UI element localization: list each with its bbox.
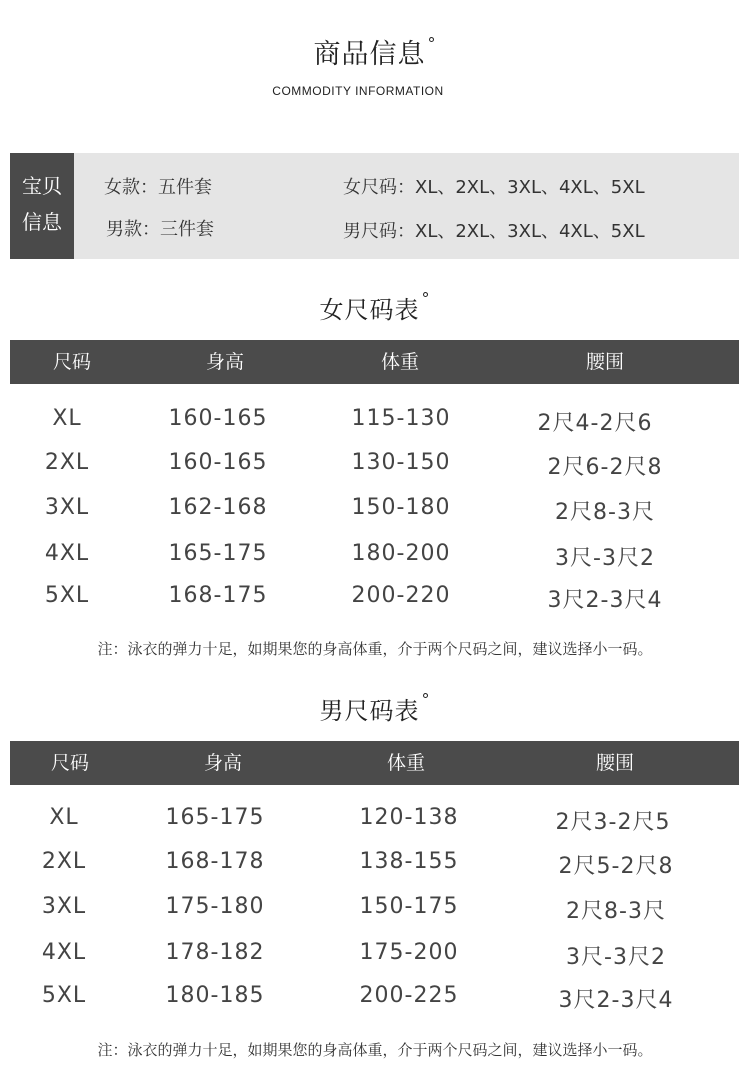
table-row bbox=[0, 406, 750, 436]
men-table-title bbox=[0, 690, 750, 726]
header-waist: 腰围 bbox=[595, 752, 634, 774]
cell-waist: 2尺6-2尺8 bbox=[547, 455, 663, 480]
cell-height: 168-178 bbox=[165, 849, 265, 874]
cell-weight: 115-130 bbox=[351, 406, 451, 431]
cell-weight: 180-200 bbox=[351, 541, 451, 566]
women-table-header bbox=[10, 340, 739, 384]
table-row bbox=[0, 495, 750, 525]
cell-size: 4XL bbox=[44, 541, 90, 566]
cell-size: 5XL bbox=[41, 983, 87, 1008]
table-row bbox=[0, 583, 750, 613]
header-height: 身高 bbox=[205, 351, 244, 373]
men-sizes-text: 男尺码：XL、2XL、3XL、4XL、5XL bbox=[343, 221, 645, 242]
cell-height: 180-185 bbox=[165, 983, 265, 1008]
table-row bbox=[0, 983, 750, 1013]
women-set-text: 女款：五件套 bbox=[104, 177, 212, 198]
cell-weight: 130-150 bbox=[351, 450, 451, 475]
cell-height: 165-175 bbox=[165, 805, 265, 830]
men-table-title-text: 男尺码表 bbox=[319, 697, 420, 725]
cell-waist: 3尺2-3尺4 bbox=[547, 588, 663, 613]
cell-height: 162-168 bbox=[168, 495, 268, 520]
header-height: 身高 bbox=[203, 752, 242, 774]
cell-waist: 2尺3-2尺5 bbox=[555, 810, 671, 835]
cell-weight: 138-155 bbox=[359, 849, 459, 874]
table-row bbox=[0, 940, 750, 970]
cell-waist: 2尺8-3尺 bbox=[566, 899, 666, 924]
women-table-title bbox=[0, 289, 750, 325]
cell-waist: 2尺5-2尺8 bbox=[558, 854, 674, 879]
men-set-text: 男款：三件套 bbox=[106, 219, 214, 240]
cell-size: 5XL bbox=[44, 583, 90, 608]
header-waist: 腰围 bbox=[585, 351, 624, 373]
degree-mark-icon: ° bbox=[427, 34, 437, 53]
cell-height: 160-165 bbox=[168, 406, 268, 431]
degree-mark-icon: ° bbox=[421, 690, 431, 709]
cell-height: 175-180 bbox=[165, 894, 265, 919]
cell-waist: 2尺8-3尺 bbox=[555, 500, 655, 525]
cell-height: 178-182 bbox=[165, 940, 265, 965]
table-row bbox=[0, 450, 750, 480]
header-weight: 体重 bbox=[386, 752, 425, 774]
product-info-label-line1: 宝贝 bbox=[22, 174, 62, 198]
cell-size: XL bbox=[49, 805, 79, 830]
women-table-title-text: 女尺码表 bbox=[319, 296, 420, 324]
men-table-header bbox=[10, 741, 739, 785]
cell-size: 3XL bbox=[44, 495, 90, 520]
cell-size: 2XL bbox=[41, 849, 87, 874]
cell-weight: 175-200 bbox=[359, 940, 459, 965]
page-title bbox=[0, 32, 750, 71]
table-row bbox=[0, 849, 750, 879]
product-info-panel bbox=[10, 153, 739, 259]
women-sizes-text: 女尺码：XL、2XL、3XL、4XL、5XL bbox=[343, 177, 645, 198]
page-subtitle: COMMODITY INFORMATION bbox=[272, 84, 444, 98]
product-info-label-line2: 信息 bbox=[22, 210, 62, 234]
cell-waist: 3尺-3尺2 bbox=[555, 546, 655, 571]
header-size: 尺码 bbox=[50, 752, 89, 774]
table-row bbox=[0, 541, 750, 571]
cell-height: 160-165 bbox=[168, 450, 268, 475]
cell-size: 4XL bbox=[41, 940, 87, 965]
table-row bbox=[0, 805, 750, 835]
cell-height: 168-175 bbox=[168, 583, 268, 608]
women-table-note: 注：泳衣的弹力十足，如期果您的身高体重，介于两个尺码之间，建议选择小一码。 bbox=[97, 640, 653, 658]
page-title-text: 商品信息 bbox=[313, 39, 426, 70]
cell-size: 3XL bbox=[41, 894, 87, 919]
cell-waist: 3尺-3尺2 bbox=[566, 945, 666, 970]
header-size: 尺码 bbox=[52, 351, 91, 373]
degree-mark-icon: ° bbox=[421, 289, 431, 308]
cell-height: 165-175 bbox=[168, 541, 268, 566]
men-table-note: 注：泳衣的弹力十足，如期果您的身高体重，介于两个尺码之间，建议选择小一码。 bbox=[97, 1041, 653, 1059]
cell-weight: 120-138 bbox=[359, 805, 459, 830]
header-weight: 体重 bbox=[380, 351, 419, 373]
table-row bbox=[0, 894, 750, 924]
cell-size: 2XL bbox=[44, 450, 90, 475]
product-info-label bbox=[10, 153, 74, 259]
cell-waist: 3尺2-3尺4 bbox=[558, 988, 674, 1013]
cell-weight: 150-175 bbox=[359, 894, 459, 919]
cell-weight: 200-225 bbox=[359, 983, 459, 1008]
cell-waist: 2尺4-2尺6 bbox=[537, 411, 653, 436]
cell-weight: 200-220 bbox=[351, 583, 451, 608]
cell-weight: 150-180 bbox=[351, 495, 451, 520]
cell-size: XL bbox=[52, 406, 82, 431]
